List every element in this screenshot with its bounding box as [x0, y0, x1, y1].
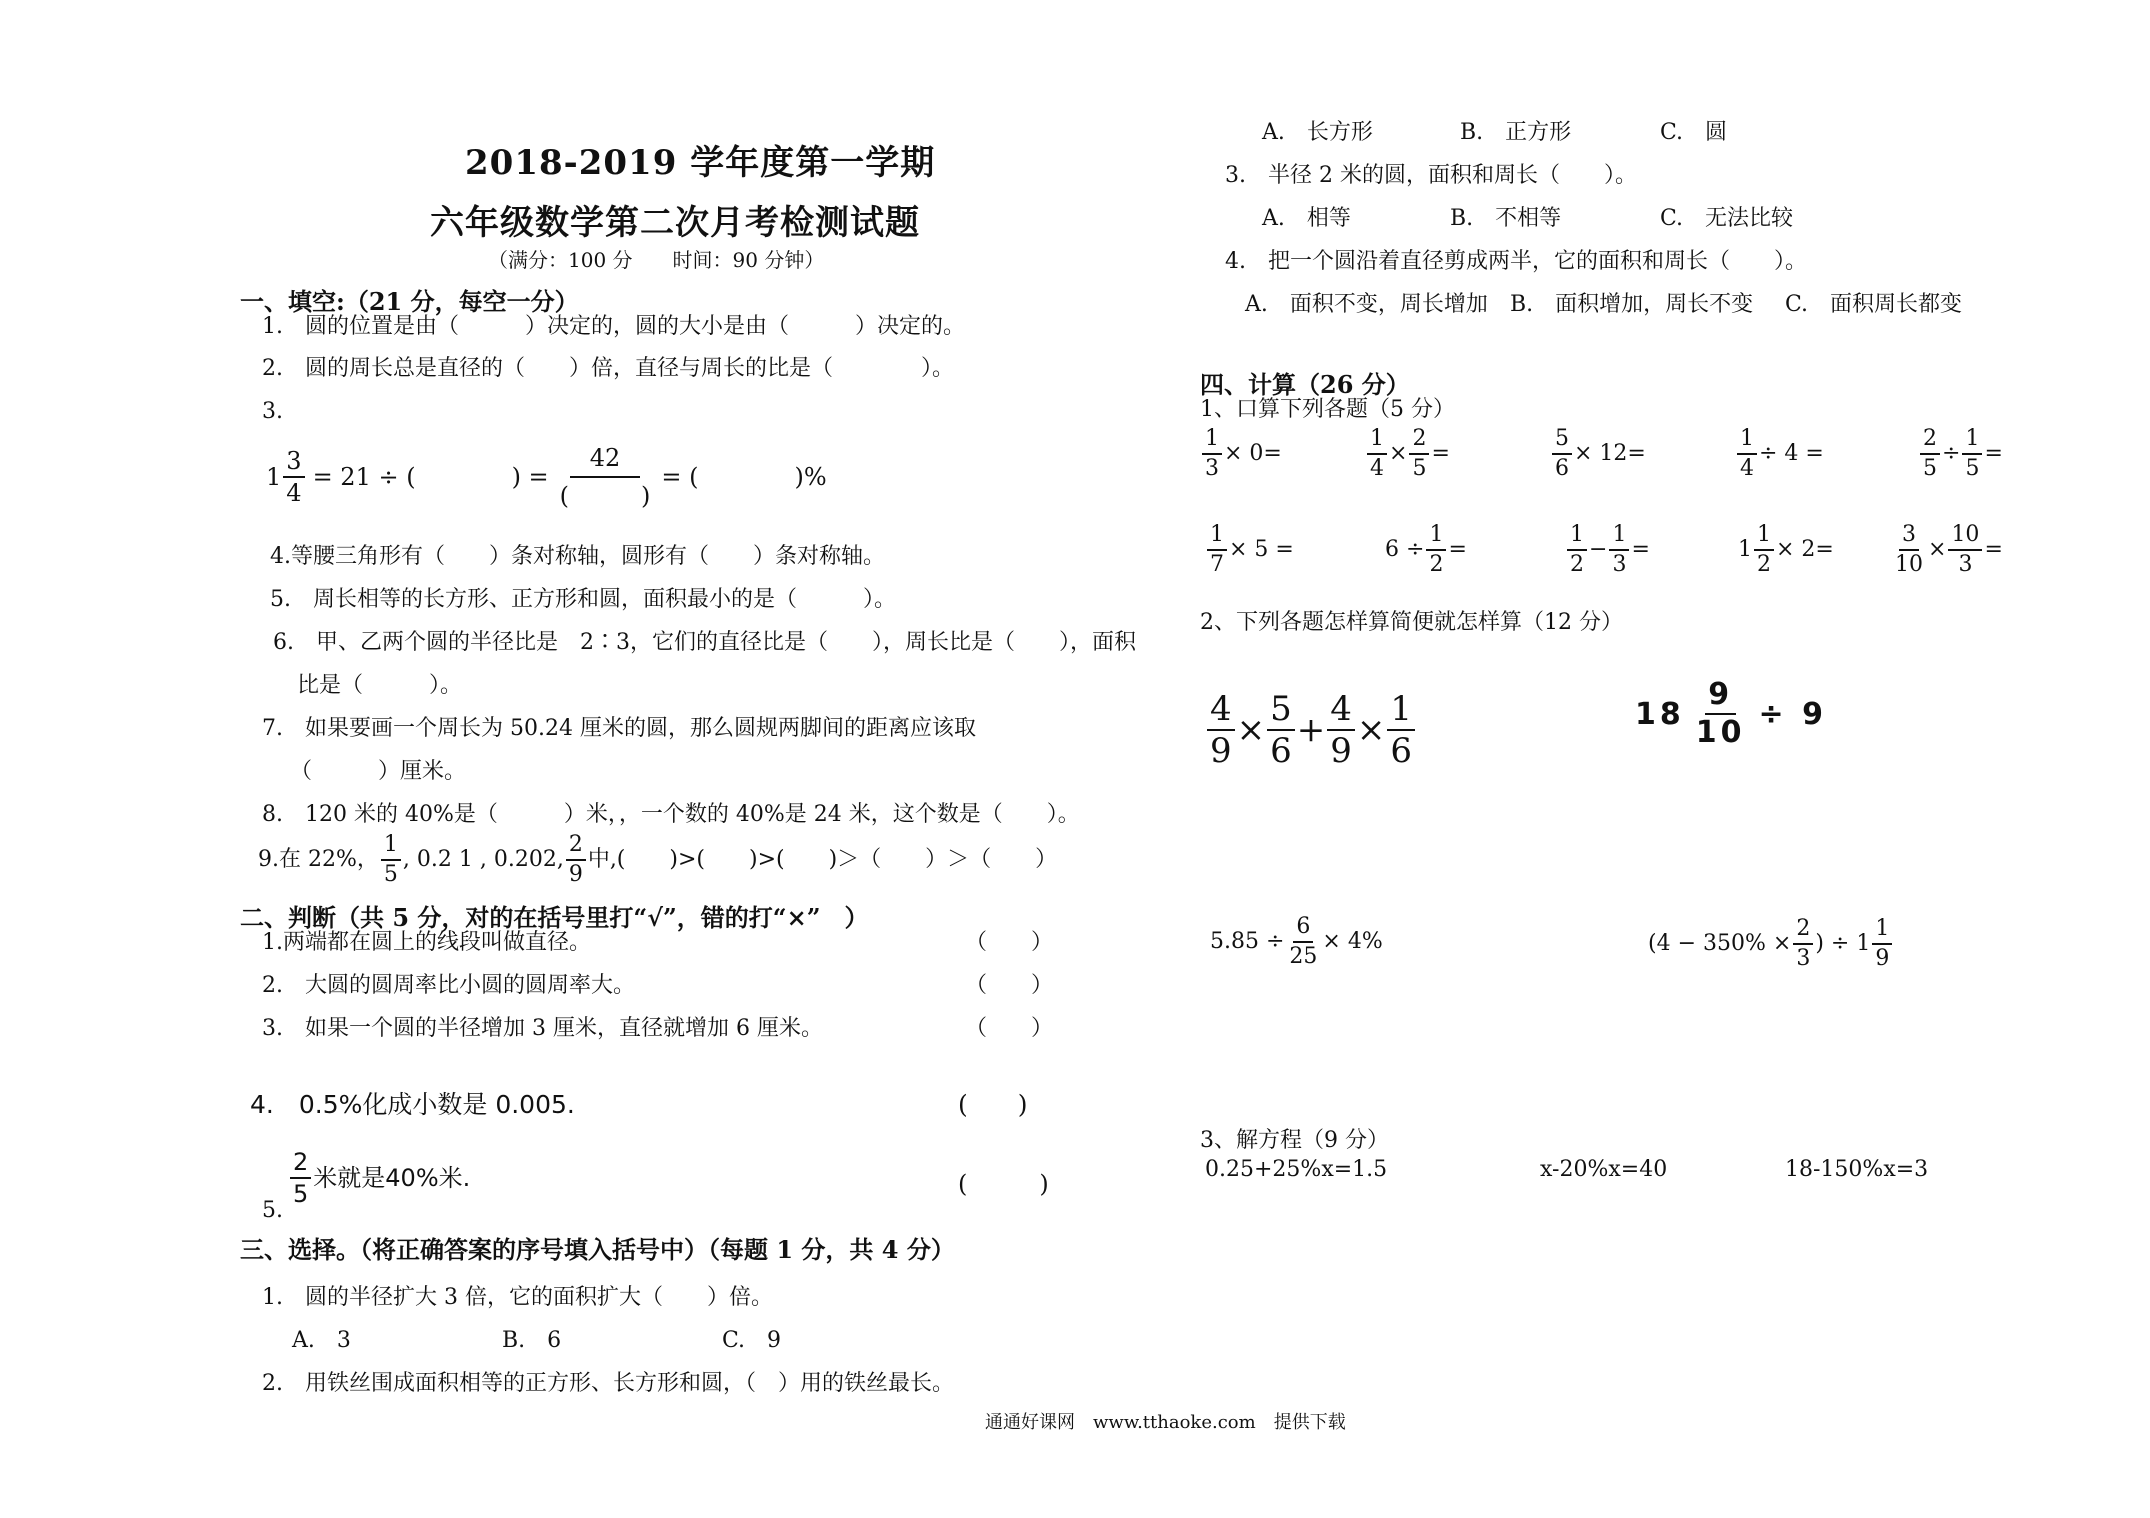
- fill-q4: 4.等腰三角形有（ ）条对称轴，圆形有（ ）条对称轴。: [270, 544, 885, 569]
- fill-q3-equation: 1 $\frac{3}{4}$ = 21 ÷ ( ) = $\frac{42}{( )}$ = ( )%: [266, 444, 827, 510]
- equation-1: 0.25+25%x=1.5: [1205, 1157, 1388, 1182]
- choice-q3-opt-a: A. 相等: [1262, 206, 1351, 231]
- fill-q2: 2. 圆的周长总是直径的（ ）倍，直径与周长的比是（ ）。: [262, 356, 954, 381]
- fraction-42: $\frac{42}{( )}$: [559, 444, 651, 510]
- judge-q4: 4. 0.5%化成小数是 0.005.: [250, 1090, 575, 1119]
- judge-q2: 2. 大圆的圆周率比小圆的圆周率大。: [262, 973, 635, 998]
- section-calc-heading: 四、计算（26 分）: [1200, 370, 1410, 399]
- fill-q5: 5. 周长相等的长方形、正方形和圆，面积最小的是（ ）。: [270, 587, 896, 612]
- choice-q4-opt-c: C. 面积周长都变: [1785, 292, 1963, 317]
- simplify-3: 5.85 ÷ $\frac{6}{25}$ × 4%: [1210, 914, 1383, 969]
- choice-q1-opt-b: B. 6: [502, 1328, 562, 1353]
- choice-q2-opt-a: A. 长方形: [1262, 120, 1373, 145]
- simplify-1: $\frac{4}{9}$ × $\frac{5}{6}$ + $\frac{4}{9}$ × $\frac{1}{6}$: [1205, 692, 1417, 768]
- oral-1: $\frac{1}{3}$ × 0=: [1200, 428, 1282, 480]
- equation-2: x-20%x=40: [1540, 1157, 1668, 1182]
- judge-q5-label: 5.: [262, 1198, 283, 1223]
- choice-q3-opt-c: C. 无法比较: [1660, 206, 1794, 231]
- judge-q3-bracket: （ ）: [965, 1016, 1054, 1041]
- fill-q6-line2: 比是（ ）。: [297, 673, 463, 698]
- choice-q1-opt-c: C. 9: [722, 1328, 782, 1353]
- choice-q2-opt-b: B. 正方形: [1460, 120, 1572, 145]
- equation-3: 18-150%x=3: [1785, 1157, 1929, 1182]
- fill-q1: 1. 圆的位置是由（ ）决定的，圆的大小是由（ ）决定的。: [262, 314, 965, 339]
- choice-q2: 2. 用铁丝围成面积相等的正方形、长方形和圆，（ ）用的铁丝最长。: [262, 1371, 954, 1396]
- oral-8: $\frac{1}{2}$ − $\frac{1}{3}$ =: [1565, 524, 1650, 576]
- fill-q3-label: 3.: [262, 399, 283, 424]
- choice-q4-opt-a: A. 面积不变，周长增加: [1245, 292, 1488, 317]
- choice-q1-opt-a: A. 3: [292, 1328, 351, 1353]
- exam-title-year: 2018-2019 学年度第一学期: [465, 143, 936, 183]
- choice-q2-opt-c: C. 圆: [1660, 120, 1728, 145]
- judge-q3: 3. 如果一个圆的半径增加 3 厘米，直径就增加 6 厘米。: [262, 1016, 823, 1041]
- fill-q7-line1: 7. 如果要画一个周长为 50.24 厘米的圆，那么圆规两脚间的距离应该取: [262, 716, 976, 741]
- calc-part3-label: 3、解方程（9 分）: [1200, 1128, 1389, 1153]
- choice-q3-opt-b: B. 不相等: [1450, 206, 1562, 231]
- oral-10: $\frac{3}{10}$ × $\frac{10}{3}$ =: [1895, 522, 2003, 577]
- fill-q7-line2: （ ）厘米。: [290, 759, 467, 784]
- oral-6: $\frac{1}{7}$ × 5 =: [1205, 524, 1294, 576]
- choice-q4: 4. 把一个圆沿着直径剪成两半，它的面积和周长（ ）。: [1225, 249, 1807, 274]
- oral-9: 1 $\frac{1}{2}$ × 2=: [1738, 522, 1834, 577]
- oral-7: 6 ÷ $\frac{1}{2}$ =: [1385, 522, 1467, 577]
- judge-q5-bracket: ( ): [958, 1170, 1049, 1198]
- judge-q5: $\frac{2}{5}$ 米就是40%米.: [288, 1150, 470, 1206]
- judge-q4-bracket: ( ): [958, 1090, 1028, 1119]
- calc-part1-label: 1、口算下列各题（5 分）: [1200, 397, 1455, 422]
- fill-q6-line1: 6. 甲、乙两个圆的半径比是 2∶3，它们的直径比是（ ），周长比是（ ），面积: [273, 630, 1136, 655]
- oral-4: $\frac{1}{4}$ ÷ 4 =: [1735, 428, 1824, 480]
- mixed-number: 1 $\frac{3}{4}$: [266, 449, 307, 505]
- judge-q1-bracket: （ ）: [965, 930, 1054, 955]
- fill-q8: 8. 120 米的 40%是（ ）米，，一个数的 40%是 24 米，这个数是（ ）。: [262, 802, 1080, 827]
- simplify-2: 18 $\frac{9}{10}$ ÷ 9: [1635, 677, 1827, 750]
- oral-3: $\frac{5}{6}$ × 12=: [1550, 428, 1646, 480]
- section-choice-heading: 三、选择。（将正确答案的序号填入括号中）（每题 1 分，共 4 分）: [240, 1235, 955, 1264]
- section-judge-heading: 二、判断（共 5 分，对的在括号里打“√”，错的打“×” ）: [240, 903, 869, 932]
- judge-q2-bracket: （ ）: [965, 973, 1054, 998]
- oral-2: $\frac{1}{4}$ × $\frac{2}{5}$ =: [1365, 428, 1450, 480]
- judge-q1: 1.两端都在圆上的线段叫做直径。: [262, 930, 591, 955]
- choice-q1: 1. 圆的半径扩大 3 倍，它的面积扩大（ ）倍。: [262, 1285, 773, 1310]
- footer-credit: 通通好课网 www.tthaoke.com 提供下载: [985, 1412, 1346, 1433]
- oral-5: $\frac{2}{5}$ ÷ $\frac{1}{5}$ =: [1918, 428, 2003, 480]
- calc-part2-label: 2、下列各题怎样算简便就怎样算（12 分）: [1200, 610, 1623, 635]
- exam-title: 六年级数学第二次月考检测试题: [430, 203, 920, 243]
- exam-meta: （满分：100 分 时间：90 分钟）: [488, 248, 825, 272]
- simplify-4: (4 − 350% × $\frac{2}{3}$ ) ÷ 1 $\frac{1}{9}$: [1648, 918, 1894, 970]
- section-fill-heading: 一、填空:（21 分，每空一分）: [240, 287, 579, 316]
- choice-q4-opt-b: B. 面积增加，周长不变: [1510, 292, 1754, 317]
- fill-q9: 9.在 22%， $\frac{1}{5}$ , 0.2 1 , 0.202, $\frac{2}{9}$ 中,( )>( )>( )＞（ ）＞（ ）: [258, 832, 1058, 887]
- choice-q3: 3. 半径 2 米的圆，面积和周长（ ）。: [1225, 163, 1637, 188]
